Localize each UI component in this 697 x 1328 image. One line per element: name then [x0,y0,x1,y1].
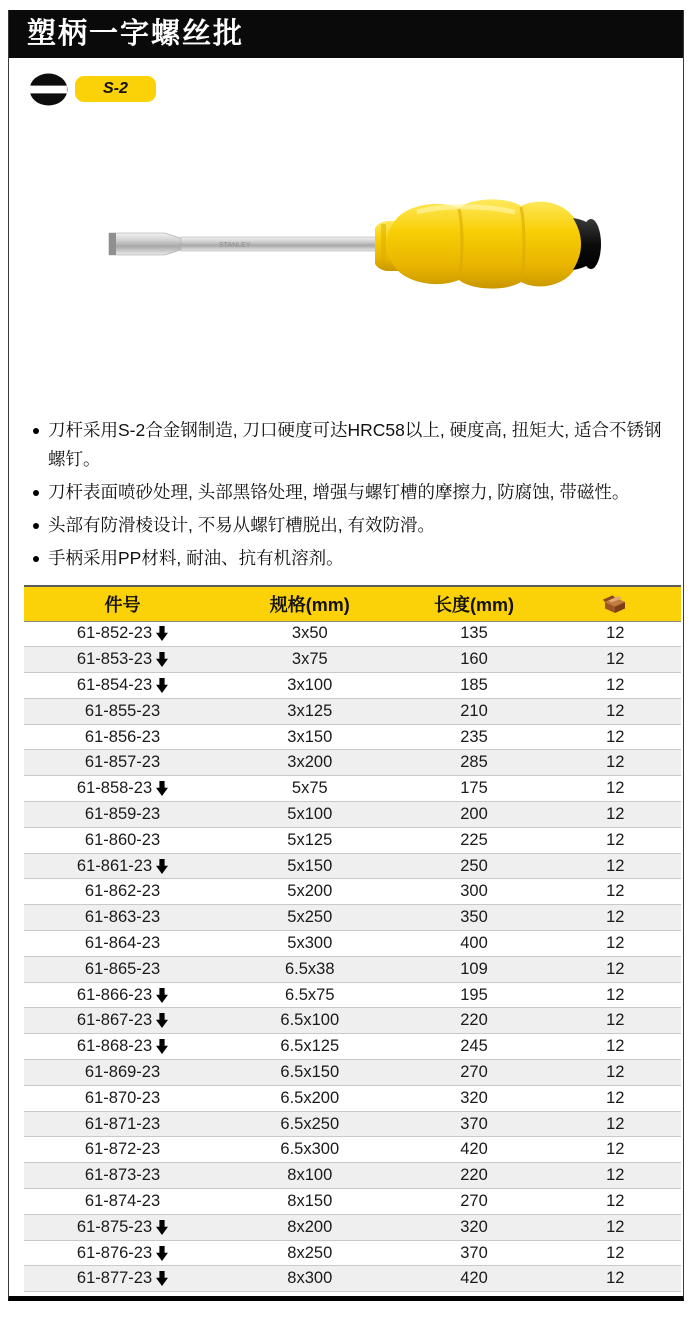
part-number: 61-857-23 [84,753,161,772]
length-cell: 160 [398,647,549,673]
pack-qty-cell: 12 [550,1060,681,1086]
part-number-cell [24,1189,221,1215]
part-number-cell [24,1266,221,1292]
table-row [24,776,681,802]
spec-cell: 6.5x100 [221,1008,398,1034]
part-number-cell [24,1085,221,1111]
down-arrow-icon [156,859,168,874]
spec-cell: 6.5x75 [221,982,398,1008]
part-number-cell [24,1137,221,1163]
part-number: 61-875-23 [76,1217,153,1236]
spec-cell: 3x150 [221,724,398,750]
s2-steel-badge: S-2 [75,76,156,102]
table-row [24,1060,681,1086]
part-number-cell [24,724,221,750]
part-number: 61-864-23 [84,933,161,952]
col-header-pack-qty [550,586,681,621]
table-row [24,750,681,776]
spec-cell: 5x100 [221,802,398,828]
product-image-screwdriver [67,182,615,322]
part-number-cell [24,879,221,905]
spec-cell: 8x200 [221,1214,398,1240]
spec-cell: 8x100 [221,1163,398,1189]
length-cell: 185 [398,673,549,699]
table-row [24,1085,681,1111]
table-row [24,931,681,957]
part-number-cell [24,1163,221,1189]
length-cell: 300 [398,879,549,905]
pack-qty-cell: 12 [550,1189,681,1215]
part-number-cell [24,982,221,1008]
pack-qty-cell: 12 [550,698,681,724]
length-cell: 195 [398,982,549,1008]
length-cell: 250 [398,853,549,879]
table-row [24,827,681,853]
length-cell: 320 [398,1085,549,1111]
part-number-cell [24,698,221,724]
part-number: 61-867-23 [76,1011,153,1030]
spec-cell: 5x75 [221,776,398,802]
part-number: 61-862-23 [84,882,161,901]
part-number-cell [24,621,221,647]
pack-qty-cell: 12 [550,905,681,931]
spec-cell: 3x50 [221,621,398,647]
table-row [24,1137,681,1163]
pack-qty-cell: 12 [550,1266,681,1292]
feature-item: 头部有防滑棱设计, 不易从螺钉槽脱出, 有效防滑。 [31,511,676,540]
length-cell: 420 [398,1266,549,1292]
length-cell: 350 [398,905,549,931]
table-row [24,1163,681,1189]
part-number: 61-860-23 [84,830,161,849]
part-number: 61-877-23 [76,1269,153,1288]
length-cell: 220 [398,1008,549,1034]
pack-qty-cell: 12 [550,956,681,982]
table-row [24,621,681,647]
col-header-spec: 规格(mm) [221,586,398,621]
pack-qty-cell: 12 [550,776,681,802]
part-number-cell [24,905,221,931]
col-header-length: 长度(mm) [398,586,549,621]
part-number: 61-852-23 [76,624,153,643]
table-row [24,724,681,750]
pack-qty-cell: 12 [550,724,681,750]
table-row [24,673,681,699]
part-number-cell [24,647,221,673]
table-row [24,1189,681,1215]
part-number: 61-855-23 [84,701,161,720]
carton-box-icon [602,594,628,614]
part-number: 61-853-23 [76,650,153,669]
part-number: 61-870-23 [84,1088,161,1107]
spec-cell: 5x125 [221,827,398,853]
down-arrow-icon [156,1220,168,1235]
part-number-cell [24,1034,221,1060]
feature-item: 刀杆采用S-2合金钢制造, 刀口硬度可达HRC58以上, 硬度高, 扭矩大, 适合不锈钢螺钉。 [31,416,676,474]
length-cell: 400 [398,931,549,957]
spec-cell: 5x250 [221,905,398,931]
pack-qty-cell: 12 [550,982,681,1008]
pack-qty-cell: 12 [550,879,681,905]
pack-qty-cell: 12 [550,1008,681,1034]
down-arrow-icon [156,988,168,1003]
spec-cell: 6.5x150 [221,1060,398,1086]
pack-qty-cell: 12 [550,853,681,879]
part-number-cell [24,750,221,776]
table-row [24,982,681,1008]
pack-qty-cell: 12 [550,647,681,673]
down-arrow-icon [156,626,168,641]
part-number-cell [24,673,221,699]
part-number: 61-869-23 [84,1062,161,1081]
part-number-cell [24,1240,221,1266]
part-number: 61-874-23 [84,1191,161,1210]
part-number-cell [24,776,221,802]
down-arrow-icon [156,652,168,667]
pack-qty-cell: 12 [550,931,681,957]
spec-cell: 8x150 [221,1189,398,1215]
part-number: 61-856-23 [84,727,161,746]
part-number-cell [24,1111,221,1137]
length-cell: 320 [398,1214,549,1240]
down-arrow-icon [156,678,168,693]
part-number-cell [24,1008,221,1034]
length-cell: 235 [398,724,549,750]
length-cell: 370 [398,1240,549,1266]
spec-cell: 6.5x250 [221,1111,398,1137]
part-number: 61-854-23 [76,675,153,694]
part-number: 61-863-23 [84,908,161,927]
part-number: 61-872-23 [84,1140,161,1159]
spec-cell: 6.5x38 [221,956,398,982]
part-number-cell [24,956,221,982]
feature-bullet-list [31,416,676,577]
spec-table [24,585,681,1292]
spec-cell: 6.5x125 [221,1034,398,1060]
pack-qty-cell: 12 [550,1240,681,1266]
catalog-page-frame [8,10,684,1301]
spec-cell: 8x300 [221,1266,398,1292]
col-header-part-number: 件号 [24,586,221,621]
pack-qty-cell: 12 [550,1214,681,1240]
part-number: 61-866-23 [76,985,153,1004]
table-row [24,1266,681,1292]
table-row [24,853,681,879]
pack-qty-cell: 12 [550,1163,681,1189]
part-number: 61-871-23 [84,1114,161,1133]
spec-cell: 5x300 [221,931,398,957]
length-cell: 109 [398,956,549,982]
part-number: 61-868-23 [76,1037,153,1056]
spec-cell: 5x150 [221,853,398,879]
length-cell: 210 [398,698,549,724]
page-title: 塑柄一字螺丝批 [9,10,683,58]
down-arrow-icon [156,781,168,796]
down-arrow-icon [156,1013,168,1028]
feature-item: 刀杆表面喷砂处理, 头部黑铬处理, 增强与螺钉槽的摩擦力, 防腐蚀, 带磁性。 [31,478,676,507]
table-row [24,1214,681,1240]
length-cell: 285 [398,750,549,776]
pack-qty-cell: 12 [550,1034,681,1060]
pack-qty-cell: 12 [550,1111,681,1137]
table-row [24,879,681,905]
pack-qty-cell: 12 [550,827,681,853]
table-row [24,1240,681,1266]
table-row [24,1111,681,1137]
part-number: 61-858-23 [76,779,153,798]
length-cell: 220 [398,1163,549,1189]
table-row [24,1034,681,1060]
down-arrow-icon [156,1246,168,1261]
part-number: 61-859-23 [84,804,161,823]
length-cell: 175 [398,776,549,802]
length-cell: 245 [398,1034,549,1060]
part-number: 61-861-23 [76,856,153,875]
table-row [24,698,681,724]
part-number: 61-865-23 [84,959,161,978]
table-row [24,956,681,982]
pack-qty-cell: 12 [550,621,681,647]
part-number-cell [24,802,221,828]
table-row [24,905,681,931]
part-number-cell [24,1060,221,1086]
spec-cell: 3x100 [221,673,398,699]
table-row [24,802,681,828]
spec-table-body [24,621,681,1292]
part-number-cell [24,827,221,853]
pack-qty-cell: 12 [550,1137,681,1163]
part-number: 61-873-23 [84,1166,161,1185]
slotted-screw-head-icon [29,73,68,106]
table-row [24,647,681,673]
down-arrow-icon [156,1039,168,1054]
part-number-cell [24,1214,221,1240]
spec-table-header [24,586,681,621]
length-cell: 270 [398,1189,549,1215]
length-cell: 200 [398,802,549,828]
pack-qty-cell: 12 [550,673,681,699]
pack-qty-cell: 12 [550,802,681,828]
down-arrow-icon [156,1271,168,1286]
spec-cell: 5x200 [221,879,398,905]
feature-item: 手柄采用PP材料, 耐油、抗有机溶剂。 [31,544,676,573]
table-row [24,1008,681,1034]
pack-qty-cell: 12 [550,1085,681,1111]
part-number-cell [24,931,221,957]
length-cell: 270 [398,1060,549,1086]
length-cell: 135 [398,621,549,647]
shaft-brand-text: STANLEY [219,242,251,249]
pack-qty-cell: 12 [550,750,681,776]
spec-cell: 3x125 [221,698,398,724]
spec-cell: 8x250 [221,1240,398,1266]
product-type-badges [29,72,156,106]
length-cell: 370 [398,1111,549,1137]
spec-cell: 6.5x300 [221,1137,398,1163]
length-cell: 225 [398,827,549,853]
spec-cell: 6.5x200 [221,1085,398,1111]
part-number: 61-876-23 [76,1243,153,1262]
spec-cell: 3x75 [221,647,398,673]
length-cell: 420 [398,1137,549,1163]
spec-cell: 3x200 [221,750,398,776]
part-number-cell [24,853,221,879]
